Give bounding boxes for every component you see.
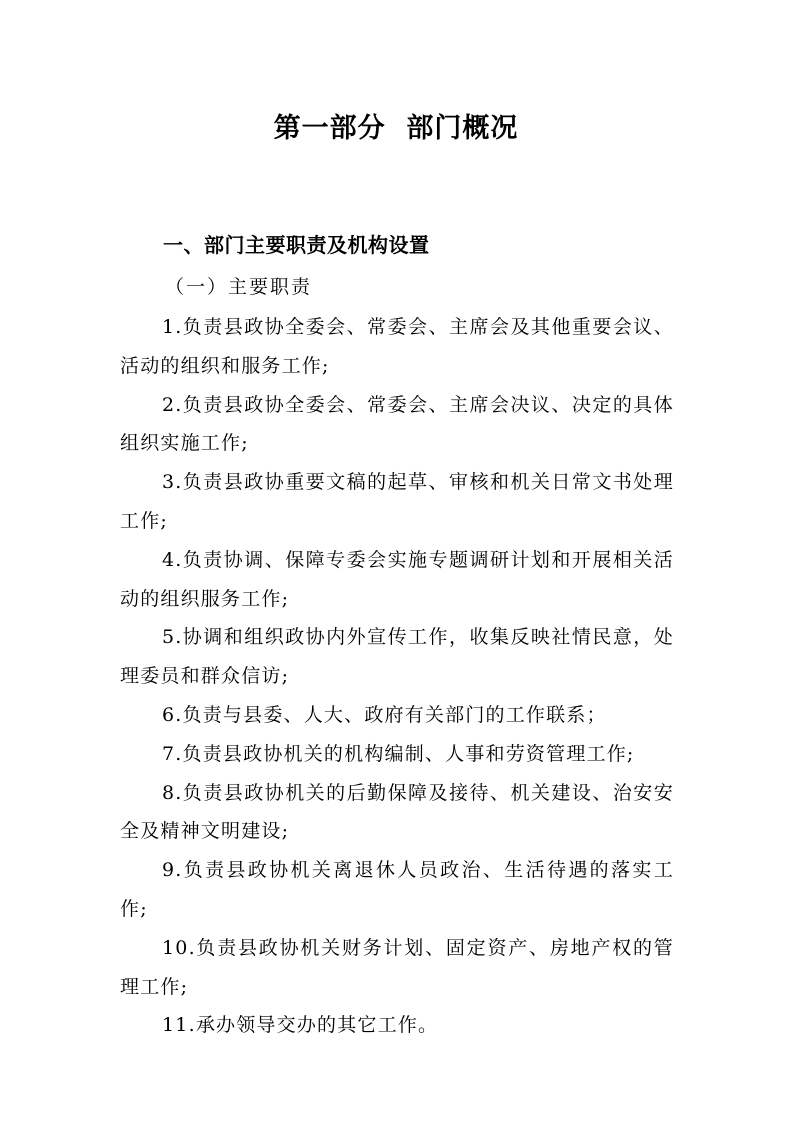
duty-item-9: 9.负责县政协机关离退休人员政治、生活待遇的落实工作; [120, 859, 674, 920]
duty-item-4: 4.负责协调、保障专委会实施专题调研计划和开展相关活动的组织服务工作; [120, 548, 674, 610]
duty-item-8: 8.负责县政协机关的后勤保障及接待、机关建设、治安安全及精神文明建设; [120, 781, 674, 843]
sub-heading: （一）主要职责 [165, 276, 313, 298]
duty-item-10: 10.负责县政协机关财务计划、固定资产、房地产权的管理工作; [120, 936, 674, 998]
duty-item-7: 7.负责县政协机关的机构编制、人事和劳资管理工作; [162, 742, 635, 765]
duties-list [120, 308, 674, 1045]
page-title: 第一部分 部门概况 [273, 113, 519, 144]
section-heading: 一、部门主要职责及机构设置 [163, 233, 430, 257]
duty-item-2: 2.负责县政协全委会、常委会、主席会决议、决定的具体组织实施工作; [120, 393, 674, 455]
duty-item-3: 3.负责县政协重要文稿的起草、审核和机关日常文书处理工作; [120, 471, 674, 532]
duty-item-6: 6.负责与县委、人大、政府有关部门的工作联系； [162, 703, 607, 726]
duty-item-5: 5.协调和组织政协内外宣传工作，收集反映社情民意，处理委员和群众信访; [120, 626, 674, 688]
duty-item-11: 11.承办领导交办的其它工作。 [162, 1014, 439, 1037]
duty-item-1: 1.负责县政协全委会、常委会、主席会及其他重要会议、活动的组织和服务工作; [120, 316, 674, 377]
